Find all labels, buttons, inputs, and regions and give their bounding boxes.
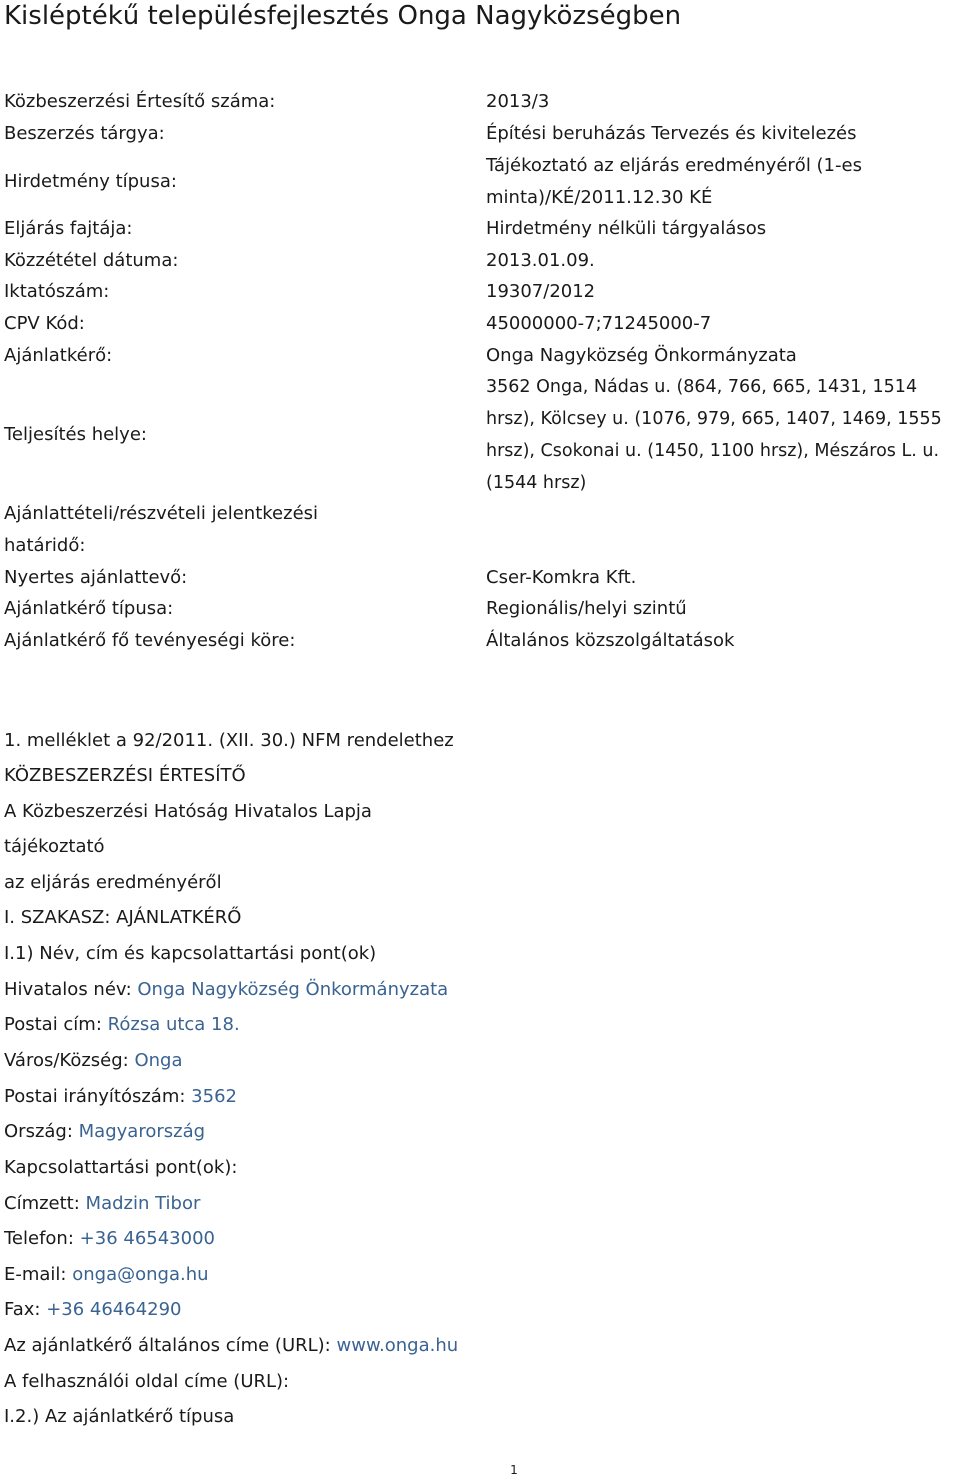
field-value: Onga Nagyközség Önkormányzata	[137, 979, 449, 1000]
meta-value: Regionális/helyi szintű	[486, 598, 687, 619]
meta-label: Ajánlatkérő típusa:	[4, 598, 174, 619]
field-value: Madzin Tibor	[85, 1193, 201, 1214]
field-value: Rózsa utca 18.	[107, 1014, 240, 1035]
meta-value: Tájékoztató az eljárás eredményéről (1-es minta)/KÉ/2011.12.30 KÉ	[486, 155, 862, 208]
meta-label: Eljárás fajtája:	[4, 218, 133, 239]
field-label: Hivatalos név:	[4, 979, 132, 1000]
pont-1-1-heading: I.1) Név, cím és kapcsolattartási pont(ok)	[4, 943, 377, 964]
url-line	[4, 1330, 458, 1362]
field-label: Fax:	[4, 1299, 41, 1320]
field-label: Postai cím:	[4, 1014, 102, 1035]
field-value: +36 46464290	[46, 1299, 182, 1320]
meta-value: 3562 Onga, Nádas u. (864, 766, 665, 1431, 1514 hrsz), Kölcsey u. (1076, 979, 665, 1407, 1469, 1555 hrsz), Csokonai u. (1450, 1100 hrsz), Mészáros L. u. (1544 hrsz)	[486, 377, 942, 493]
ertesito-heading: KÖZBESZERZÉSI ÉRTESÍTŐ	[4, 765, 246, 786]
meta-label: Közbeszerzési Értesítő száma:	[4, 91, 276, 112]
felhasznaloi-oldal-line: A felhasználói oldal címe (URL):	[4, 1371, 290, 1392]
meta-label: Nyertes ajánlattevő:	[4, 567, 188, 588]
email-line	[4, 1259, 209, 1291]
meta-label: Beszerzés tárgya:	[4, 123, 165, 144]
page-number: 1	[510, 1463, 518, 1477]
meta-value: 2013.01.09.	[486, 250, 595, 271]
meta-value: 19307/2012	[486, 281, 596, 302]
meta-label: Iktatószám:	[4, 281, 110, 302]
url-link[interactable]: www.onga.hu	[336, 1335, 459, 1356]
telefon-line	[4, 1223, 215, 1255]
field-label: Telefon:	[4, 1228, 74, 1249]
field-label: Postai irányítószám:	[4, 1086, 186, 1107]
document-title: Kisléptékű településfejlesztés Onga Nagyközségben	[4, 1, 682, 31]
meta-label: Ajánlatkérő:	[4, 345, 113, 366]
field-value: +36 46543000	[79, 1228, 215, 1249]
postai-cim-line	[4, 1009, 240, 1041]
meta-value: Építési beruházás Tervezés és kivitelezés	[486, 123, 857, 144]
iranyitoszam-line	[4, 1081, 237, 1113]
pont-1-2-heading: I.2.) Az ajánlatkérő típusa	[4, 1406, 235, 1427]
meta-value: Hirdetmény nélküli tárgyalásos	[486, 218, 767, 239]
szakasz-1-heading: I. SZAKASZ: AJÁNLATKÉRŐ	[4, 907, 242, 928]
meta-label: Teljesítés helye:	[4, 424, 147, 445]
orszag-line	[4, 1116, 205, 1148]
meta-label: Hirdetmény típusa:	[4, 171, 177, 192]
meta-value: Általános közszolgáltatások	[486, 630, 735, 651]
cimzett-line	[4, 1188, 200, 1220]
hivatalos-nev-line	[4, 974, 448, 1006]
varos-line	[4, 1045, 183, 1077]
meta-label: Közzététel dátuma:	[4, 250, 179, 271]
meta-label: Ajánlatkérő fő tevényeségi köre:	[4, 630, 296, 651]
field-value: Onga	[134, 1050, 183, 1071]
field-label: E-mail:	[4, 1264, 67, 1285]
melleklet-heading: 1. melléklet a 92/2011. (XII. 30.) NFM rendelethez	[4, 730, 454, 751]
meta-value: 2013/3	[486, 91, 550, 112]
field-value: 3562	[191, 1086, 237, 1107]
meta-value: 45000000-7;71245000-7	[486, 313, 712, 334]
field-label: Címzett:	[4, 1193, 80, 1214]
hivatalos-lapja-heading: A Közbeszerzési Hatóság Hivatalos Lapja	[4, 801, 372, 822]
field-label: Város/Község:	[4, 1050, 129, 1071]
field-value: Magyarország	[78, 1121, 206, 1142]
meta-label: CPV Kód:	[4, 313, 85, 334]
tajekoztato-heading: tájékoztató	[4, 836, 105, 857]
email-link[interactable]: onga@onga.hu	[72, 1264, 209, 1285]
meta-value: Cser-Komkra Kft.	[486, 567, 637, 588]
field-label: Ország:	[4, 1121, 73, 1142]
fax-line	[4, 1294, 182, 1326]
meta-value: Onga Nagyközség Önkormányzata	[486, 345, 797, 366]
field-label: Az ajánlatkérő általános címe (URL):	[4, 1335, 331, 1356]
eredmenyerol-heading: az eljárás eredményéről	[4, 872, 222, 893]
meta-label: Ajánlattételi/részvételi jelentkezési határidő:	[4, 503, 319, 556]
kapcsolattartasi-line: Kapcsolattartási pont(ok):	[4, 1157, 238, 1178]
